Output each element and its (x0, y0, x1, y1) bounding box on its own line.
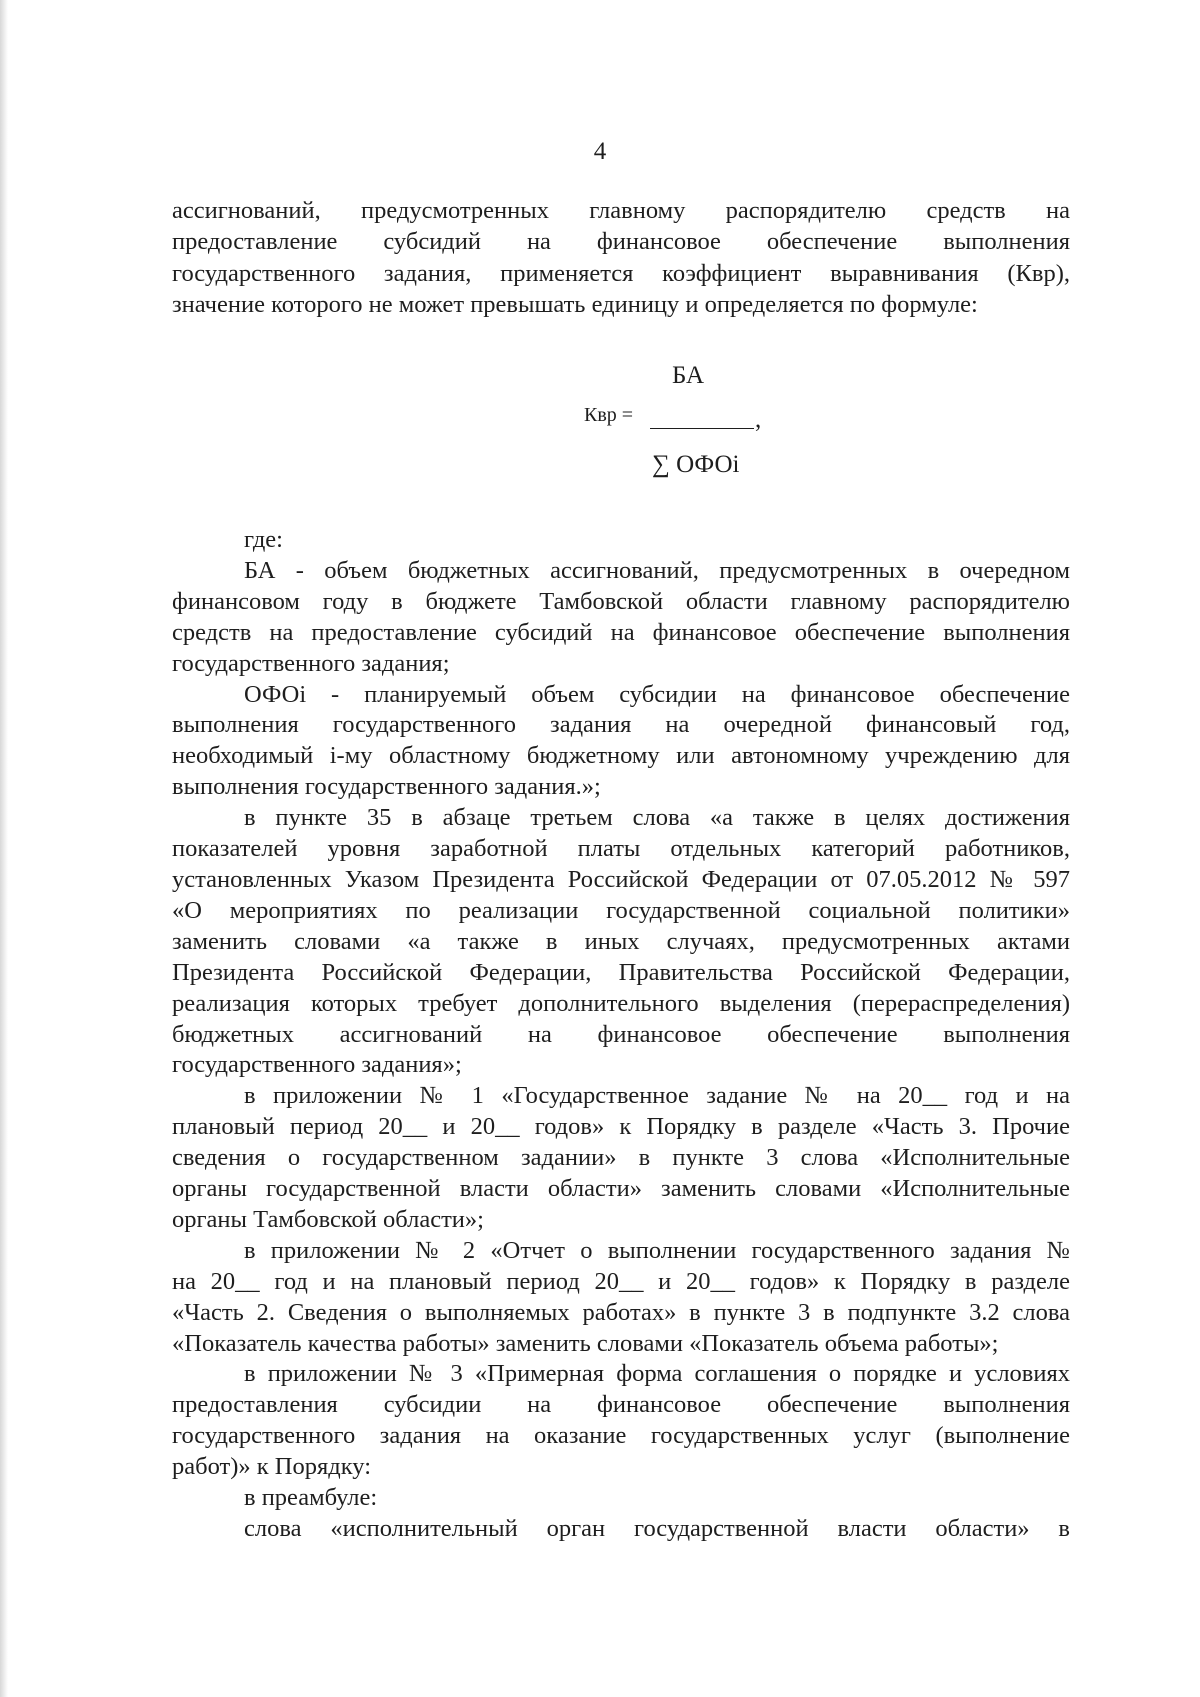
text-line: в приложении № 2 «Отчет о выполнении государственного задания № (244, 1236, 1070, 1264)
paragraph (172, 556, 1070, 680)
coefficient-formula (0, 362, 1200, 492)
paragraph (172, 1514, 1070, 1545)
text-line: выполнения государственного задания.»; (172, 773, 601, 801)
text-line: предоставление субсидий на финансовое обеспечение выполнения (172, 228, 1070, 256)
text-line: Президента Российской Федерации, Правительства Российской Федерации, (172, 958, 1070, 986)
text-line: ассигнований, предусмотренных главному распорядителю средств на (172, 197, 1070, 224)
text-line: «Часть 2. Сведения о выполняемых работах» в пункте 3 в подпункте 3.2 слова (172, 1298, 1070, 1326)
page-number: 4 (593, 138, 607, 165)
text-line: государственного задания, применяется коэффициент выравнивания (Квр), (172, 259, 1070, 287)
paragraph-list (172, 556, 1070, 1545)
text-line: заменить словами «а также в иных случаях, предусмотренных актами (172, 927, 1070, 955)
paragraph (172, 1483, 1070, 1514)
where-label: где: (244, 526, 283, 553)
formula-lhs-symbol: Квр (584, 404, 617, 426)
fraction-line (650, 428, 754, 429)
text-line: «Показатель качества работы» заменить словами «Показатель объема работы»; (172, 1329, 999, 1357)
formula-lhs (584, 404, 633, 427)
intro-paragraph (172, 195, 1070, 321)
text-line: сведения о государственном задании» в пункте 3 слова «Исполнительные (172, 1144, 1070, 1172)
text-line: государственного задания»; (172, 1051, 462, 1079)
text-line: органы государственной власти области» заменить словами «Исполнительные (172, 1175, 1070, 1203)
scan-edge-shadow (0, 0, 8, 1697)
text-line: органы Тамбовской области»; (172, 1205, 484, 1233)
text-line: плановый период 20__ и 20__ годов» к Порядку в разделе «Часть 3. Прочие (172, 1113, 1070, 1141)
text-line: «О мероприятиях по реализации государственной социальной политики» (172, 896, 1070, 924)
text-line: установленных Указом Президента Российской Федерации от 07.05.2012 № 597 (172, 865, 1070, 893)
text-line: бюджетных ассигнований на финансовое обеспечение выполнения (172, 1020, 1070, 1048)
text-line: предоставления субсидии на финансовое обеспечение выполнения (172, 1391, 1070, 1419)
text-line: в пункте 35 в абзаце третьем слова «а также в целях достижения (244, 804, 1070, 832)
paragraph (172, 803, 1070, 1081)
text-line: ОФОi - планируемый объем субсидии на финансовое обеспечение (244, 680, 1070, 708)
text-line: значение которого не может превышать единицу и определяется по формуле: (172, 291, 978, 319)
text-line: в приложении № 1 «Государственное задание № на 20__ год и на (244, 1082, 1070, 1110)
formula-denominator: ∑ ОФОi (652, 451, 740, 478)
paragraph (172, 1081, 1070, 1236)
text-line: государственного задания на оказание государственных услуг (выполнение (172, 1422, 1070, 1450)
main-text (172, 525, 1070, 1545)
text-line: в преамбуле: (244, 1484, 378, 1512)
formula-numerator: БА (672, 362, 705, 389)
formula-equals: = (621, 404, 634, 426)
formula-comma: , (755, 406, 762, 433)
text-line: необходимый i-му областному бюджетному или автономному учреждению для (172, 742, 1070, 770)
text-line: показателей уровня заработной платы отдельных категорий работников, (172, 835, 1070, 863)
text-line: на 20__ год и на плановый период 20__ и 20__ годов» к Порядку в разделе (172, 1267, 1070, 1295)
text-line: БА - объем бюджетных ассигнований, предусмотренных в очередном (244, 556, 1070, 584)
paragraph (172, 1359, 1070, 1483)
text-line: слова «исполнительный орган государственной власти области» в (244, 1515, 1070, 1542)
text-line: средств на предоставление субсидий на финансовое обеспечение выполнения (172, 618, 1070, 646)
paragraph (172, 1236, 1070, 1360)
text-line: финансовом году в бюджете Тамбовской области главному распорядителю (172, 587, 1070, 615)
text-line: работ)» к Порядку: (172, 1453, 372, 1481)
paragraph (172, 680, 1070, 804)
text-line: в приложении № 3 «Примерная форма соглашения о порядке и условиях (244, 1360, 1070, 1388)
text-line: реализация которых требует дополнительного выделения (перераспределения) (172, 989, 1070, 1017)
text-line: государственного задания; (172, 649, 450, 677)
text-line: выполнения государственного задания на очередной финансовый год, (172, 711, 1070, 739)
